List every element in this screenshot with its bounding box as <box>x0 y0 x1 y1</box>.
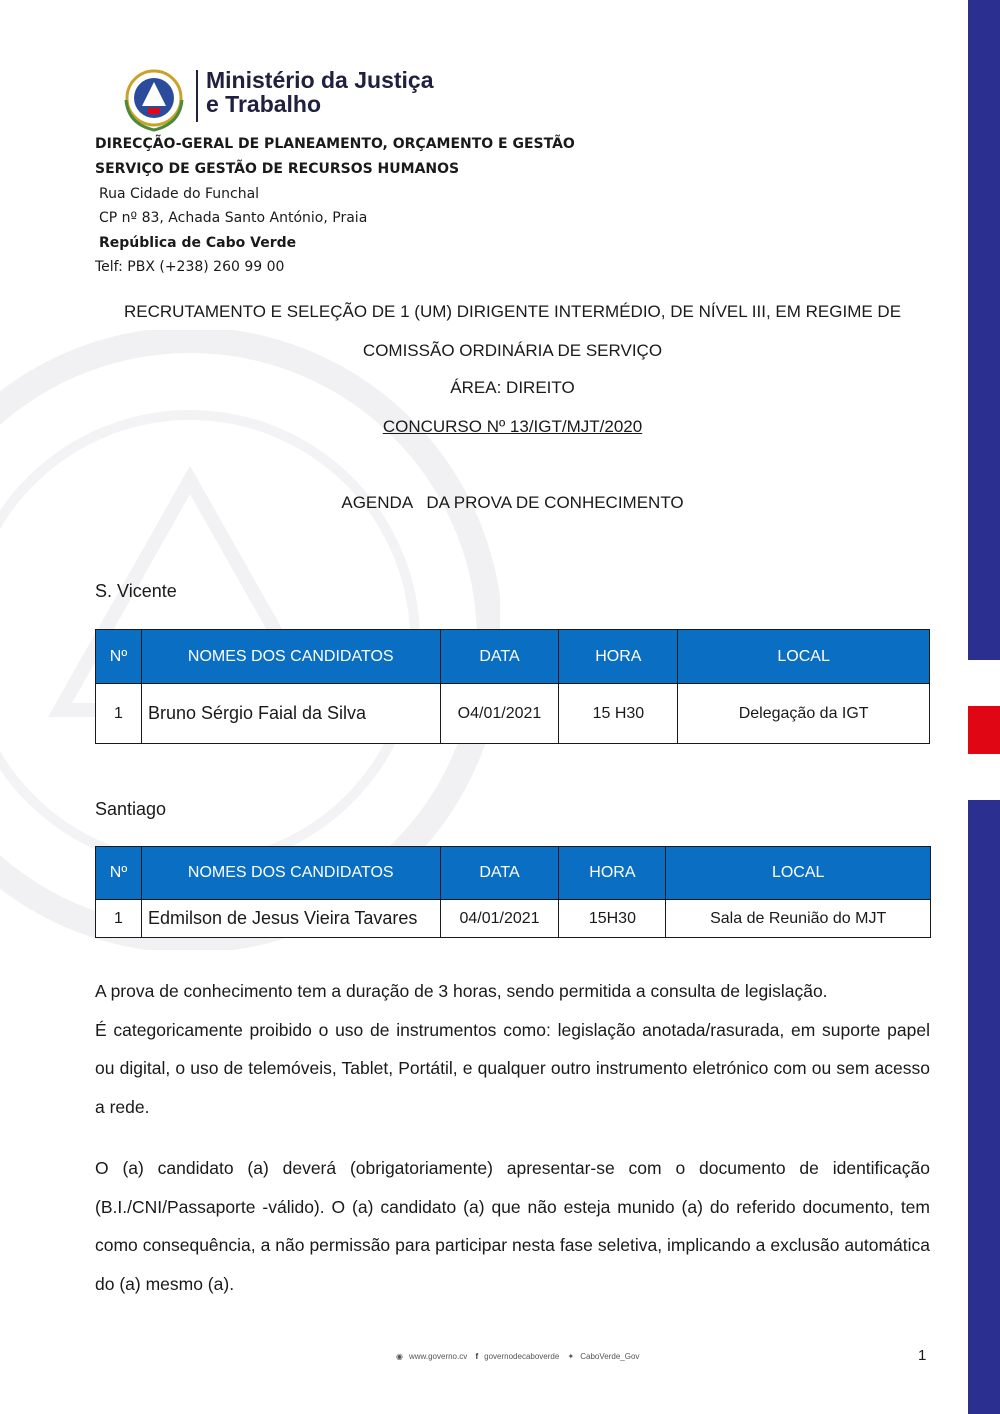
edge-stripe-red <box>968 706 1000 754</box>
footer-twitter[interactable]: CaboVerde_Gov <box>580 1352 640 1361</box>
address-postal: CP nº 83, Achada Santo António, Praia <box>99 210 368 226</box>
cell-place: Delegação da IGT <box>678 684 930 744</box>
footer-facebook[interactable]: governodecaboverde <box>484 1352 560 1361</box>
ministry-name <box>206 68 434 116</box>
service-name: SERVIÇO DE GESTÃO DE RECURSOS HUMANOS <box>95 161 460 177</box>
table-header-row <box>96 847 931 900</box>
footer-website[interactable]: www.governo.cv <box>408 1352 468 1361</box>
cell-place: Sala de Reunião do MJT <box>666 900 931 938</box>
table-row <box>96 900 931 938</box>
identification-paragraph: O (a) candidato (a) deverá (obrigatoriamente) apresentar-se com o documento de identificação (B.I./CNI/Passaporte -válido). O (a) candidato (a) que não esteja munido (a) do referido documento, tem como consequência, a não permissão para participar nesta fase seletiva, implicando a exclusão automática do (a) mesmo (a). <box>95 1158 930 1294</box>
cell-candidate-name: Edmilson de Jesus Vieira Tavares <box>141 900 440 938</box>
col-header-date: DATA <box>440 847 559 900</box>
candidates-table-santiago <box>95 846 931 938</box>
col-header-time: HORA <box>559 847 666 900</box>
col-header-date: DATA <box>440 630 559 684</box>
col-header-place: LOCAL <box>666 847 931 900</box>
col-header-num: Nº <box>96 847 142 900</box>
cell-date: O4/01/2021 <box>440 684 559 744</box>
footer-social <box>396 1352 645 1361</box>
edge-stripe-blue-top <box>968 0 1000 660</box>
logo-divider <box>196 70 198 122</box>
cell-date: 04/01/2021 <box>440 900 559 938</box>
ministry-name-line1: Ministério da Justiça <box>206 67 434 93</box>
table-row <box>96 684 930 744</box>
address-country: República de Cabo Verde <box>99 235 297 251</box>
duration-paragraph: A prova de conhecimento tem a duração de 3 horas, sendo permitida a consulta de legislação. <box>95 981 828 1001</box>
page-number: 1 <box>918 1347 927 1364</box>
ministry-name-line2: e Trabalho <box>206 91 322 117</box>
title-line1: RECRUTAMENTO E SELEÇÃO DE 1 (UM) DIRIGENTE INTERMÉDIO, DE NÍVEL III, EM REGIME DE <box>123 302 902 321</box>
globe-icon: ◉ <box>396 1352 403 1361</box>
twitter-icon: ✦ <box>567 1352 575 1361</box>
col-header-time: HORA <box>559 630 678 684</box>
cell-num: 1 <box>96 900 142 938</box>
candidates-table-s-vicente <box>95 629 930 744</box>
facebook-icon: f <box>475 1352 479 1361</box>
directorate-name: DIRECÇÃO-GERAL DE PLANEAMENTO, ORÇAMENTO E GESTÃO <box>95 136 575 152</box>
cell-candidate-name: Bruno Sérgio Faial da Silva <box>141 684 440 744</box>
coat-of-arms-icon <box>118 66 190 134</box>
cell-num: 1 <box>96 684 142 744</box>
table-header-row <box>96 630 930 684</box>
section-title-s-vicente: S. Vicente <box>95 581 177 601</box>
agenda-title: AGENDA DA PROVA DE CONHECIMENTO <box>341 493 684 512</box>
phone-number: Telf: PBX (+238) 260 99 00 <box>95 259 285 275</box>
cell-time: 15H30 <box>559 900 666 938</box>
title-line2: COMISSÃO ORDINÁRIA DE SERVIÇO <box>362 341 663 360</box>
prohibition-paragraph: É categoricamente proibido o uso de instrumentos como: legislação anotada/rasurada, em suporte papel ou digital, o uso de telemóveis, Tablet, Portátil, e qualquer outro instrumento eletrónico com ou sem acesso a rede. <box>95 1019 930 1117</box>
col-header-name: NOMES DOS CANDIDATOS <box>141 630 440 684</box>
exam-rules <box>95 972 930 1126</box>
col-header-place: LOCAL <box>678 630 930 684</box>
address-street: Rua Cidade do Funchal <box>99 186 260 202</box>
section-title-santiago: Santiago <box>95 799 167 819</box>
area-label: ÁREA: DIREITO <box>450 378 575 397</box>
contest-number: CONCURSO Nº 13/IGT/MJT/2020 <box>382 417 643 436</box>
col-header-num: Nº <box>96 630 142 684</box>
cell-time: 15 H30 <box>559 684 678 744</box>
col-header-name: NOMES DOS CANDIDATOS <box>141 847 440 900</box>
edge-stripe-blue-bottom <box>968 800 1000 1414</box>
